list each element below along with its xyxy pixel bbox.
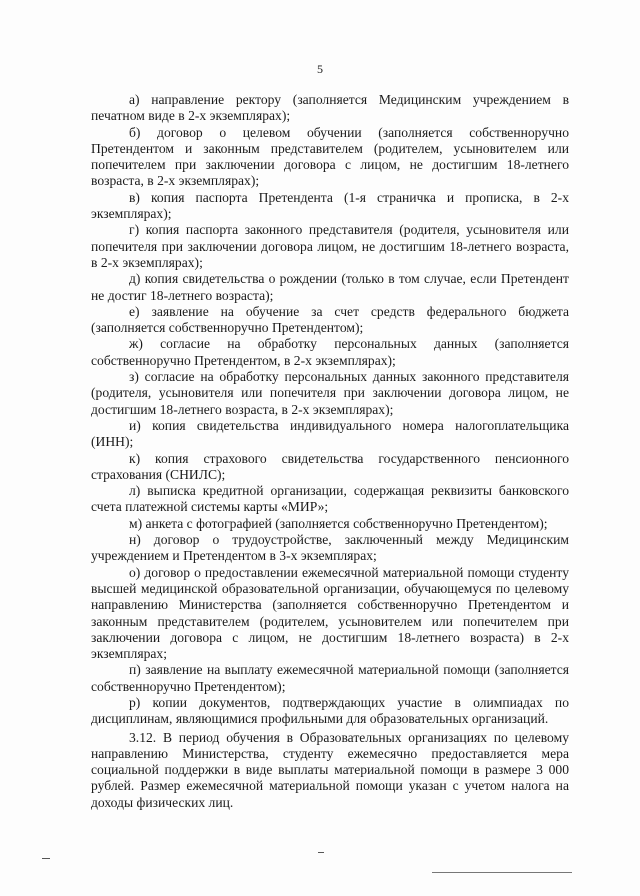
list-item-d: д) копия свидетельства о рождении (только в том случае, если Претендент не достиг 18-летнего возраста); [91,271,569,303]
list-item-o: о) договор о предоставлении ежемесячной материальной помощи студенту высшей медицинской образовательной организации, обучающемуся по целевому направлению Министерства (заполняется собственноручно Претендентом и законным представителем (родителем, усыновителем или попечителем при заключении договора с лицом, не достигшим 18-летнего возраста) в 2-х экземплярах; [91,564,569,662]
list-item-zh: ж) согласие на обработку персональных данных (заполняется собственноручно Претендентом, в 2-х экземплярах); [91,336,569,368]
scan-artifact [318,852,324,853]
list-item-m: м) анкета с фотографией (заполняется собственноручно Претендентом); [129,515,548,531]
list-item-g: г) копия паспорта законного представителя (родителя, усыновителя или попечителя при заключении договора лицом, не достигшим 18-летнего возраста, в 2-х экземплярах); [91,222,569,270]
list-item-p: п) заявление на выплату ежемесячной материальной помощи (заполняется собственноручно Претендентом); [91,662,569,694]
page-number: 5 [317,62,323,76]
document-body [91,92,569,811]
list-item-b: б) договор о целевом обучении (заполняется собственноручно Претендентом и законным представителем (родителем, усыновителем или попечителем при заключении договора с лицом, не достигшим 18-летнего возраста, в 2-х экземплярах); [91,124,569,189]
list-item-v: в) копия паспорта Претендента (1-я страничка и прописка, в 2-х экземплярах); [91,189,569,222]
list-item-n: н) договор о трудоустройстве, заключенный между Медицинским учреждением и Претендентом в 3-х экземплярах; [91,532,569,564]
list-item-r: р) копии документов, подтверждающих участие в олимпиадах по дисциплинам, являющимися профильными для образовательных организаций. [91,694,569,727]
list-item-z: з) согласие на обработку персональных данных законного представителя (родителя, усыновителя или попечителя при заключении договора лицом, не достигшим 18-летнего возраста, в 2-х экземплярах); [91,369,569,417]
list-item-k: к) копия страхового свидетельства государственного пенсионного страхования (СНИЛС); [91,450,569,482]
section-3-12: 3.12. В период обучения в Образовательных организациях по целевому направлению Министерства, студенту ежемесячно предоставляется мера социальной поддержки в виде выплаты материальной помощи в размере 3 000 рублей. Размер ежемесячной материальной помощи указан с учетом налога на доходы физических лиц. [91,729,569,810]
scan-artifact [42,858,50,859]
scan-artifact [432,872,572,873]
list-item-l: л) выписка кредитной организации, содержащая реквизиты банковского счета платежной системы карты «МИР»; [91,483,569,515]
list-item-a: а) направление ректору (заполняется Медицинским учреждением в печатном виде в 2-х экземплярах); [91,92,569,124]
list-item-e: е) заявление на обучение за счет средств федерального бюджета (заполняется собственноручно Претендентом); [91,303,569,336]
list-item-i: и) копия свидетельства индивидуального номера налогоплательщика (ИНН); [91,417,569,450]
